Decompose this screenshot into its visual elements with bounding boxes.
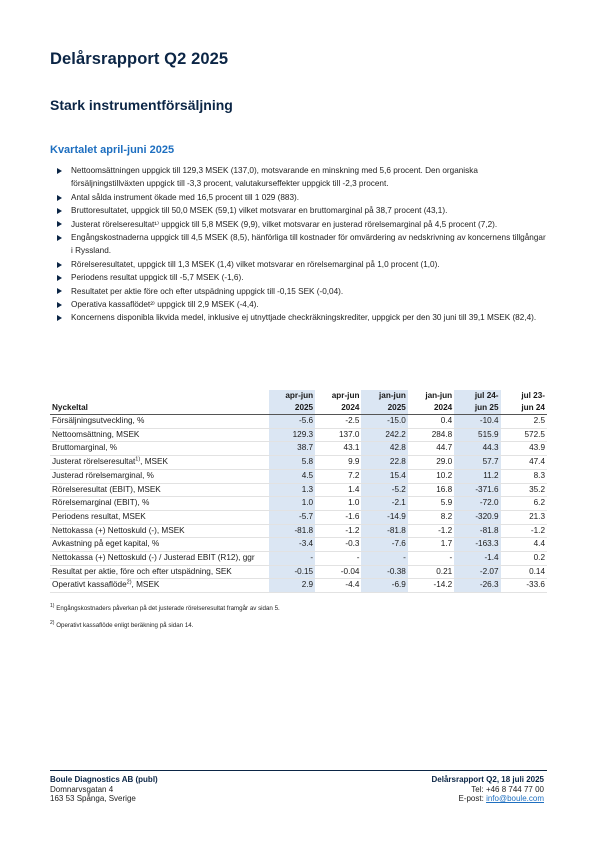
table-cell: - bbox=[361, 552, 407, 566]
table-cell: -1.2 bbox=[501, 524, 547, 538]
table-cell: 43.1 bbox=[315, 442, 361, 456]
table-cell: - bbox=[269, 552, 315, 566]
bullet-item: Engångskostnaderna uppgick till 4,5 MSEK (8,5), hänförliga till kostnader för omvärdering av nedskrivning av koncernens tillgångar i Ryssland. bbox=[57, 231, 547, 258]
table-cell: -1.4 bbox=[454, 552, 500, 566]
table-cell: -163.3 bbox=[454, 538, 500, 552]
row-label: Avkastning på eget kapital, % bbox=[50, 538, 269, 552]
table-cell: 44.3 bbox=[454, 442, 500, 456]
footnotes bbox=[50, 603, 280, 637]
table-row bbox=[50, 579, 547, 593]
bullet-item: Periodens resultat uppgick till -5,7 MSEK (-1,6). bbox=[57, 271, 547, 284]
table-cell: -0.04 bbox=[315, 565, 361, 579]
table-cell: 21.3 bbox=[501, 510, 547, 524]
table-cell: 572.5 bbox=[501, 428, 547, 442]
table-row bbox=[50, 415, 547, 429]
table-cell: -1.2 bbox=[315, 524, 361, 538]
column-header: jan-jun bbox=[361, 390, 407, 402]
table-cell: 6.2 bbox=[501, 497, 547, 511]
table-cell: -2.1 bbox=[361, 497, 407, 511]
bullet-item: Rörelseresultatet, uppgick till 1,3 MSEK (1,4) vilket motsvarar en rörelsemarginal på 1,0 procent (1,0). bbox=[57, 258, 547, 271]
address-line: Domnarvsgatan 4 bbox=[50, 784, 114, 794]
highlights-list bbox=[57, 164, 547, 325]
table-cell: 29.0 bbox=[408, 456, 454, 470]
company-name: Boule Diagnostics AB (publ) bbox=[50, 775, 158, 784]
column-header: apr-jun bbox=[269, 390, 315, 402]
row-label: Justerat rörelseresultat$^{1)}$, MSEK bbox=[50, 456, 269, 470]
section-heading: Kvartalet april-juni 2025 bbox=[50, 144, 175, 156]
column-header: jun 24 bbox=[501, 402, 547, 415]
column-header: 2025 bbox=[361, 402, 407, 415]
table-cell: 8.2 bbox=[408, 510, 454, 524]
table-cell: 5.8 bbox=[269, 456, 315, 470]
table-row bbox=[50, 510, 547, 524]
table-cell: 242.2 bbox=[361, 428, 407, 442]
row-label: Bruttomarginal, % bbox=[50, 442, 269, 456]
column-header: jun 25 bbox=[454, 402, 500, 415]
row-label: Nettokassa (+) Nettoskuld (-) / Justerad EBIT (R12), ggr bbox=[50, 552, 269, 566]
column-header: apr-jun bbox=[331, 391, 360, 400]
table-cell: -14.9 bbox=[361, 510, 407, 524]
footer-report-info bbox=[432, 775, 545, 804]
table-cell: -2.07 bbox=[454, 565, 500, 579]
table-cell: 38.7 bbox=[269, 442, 315, 456]
table-cell: -0.15 bbox=[269, 565, 315, 579]
table-label-header: Nyckeltal bbox=[50, 402, 269, 415]
footnote: $^{2)}$ Operativt kassaflöde enligt beräkning på sidan 14. bbox=[50, 620, 194, 630]
table-cell: 4.4 bbox=[501, 538, 547, 552]
footnote: $^{1)}$ Engångskostnaders påverkan på det justerade rörelseresultat framgår av sidan 5. bbox=[50, 603, 280, 613]
table-cell: 47.4 bbox=[501, 456, 547, 470]
row-label: Försäljningsutveckling, % bbox=[50, 415, 269, 429]
key-figures-table bbox=[50, 390, 547, 593]
table-cell: -5.2 bbox=[361, 483, 407, 497]
bullet-item: Antal sålda instrument ökade med 16,5 procent till 1 029 (883). bbox=[57, 191, 547, 204]
table-cell: 16.8 bbox=[408, 483, 454, 497]
table-body bbox=[50, 415, 547, 593]
table-cell: -5.6 bbox=[269, 415, 315, 429]
table-cell: 57.7 bbox=[454, 456, 500, 470]
table-cell: 43.9 bbox=[501, 442, 547, 456]
table-cell: -7.6 bbox=[361, 538, 407, 552]
table-row bbox=[50, 483, 547, 497]
table-cell: 137.0 bbox=[315, 428, 361, 442]
table-row bbox=[50, 469, 547, 483]
table-cell: 8.3 bbox=[501, 469, 547, 483]
table-cell: 1.4 bbox=[315, 483, 361, 497]
table-row bbox=[50, 456, 547, 470]
table-cell: -10.4 bbox=[454, 415, 500, 429]
table-cell: -0.38 bbox=[361, 565, 407, 579]
table-cell: 1.0 bbox=[315, 497, 361, 511]
table-cell: 515.9 bbox=[454, 428, 500, 442]
table-row bbox=[50, 524, 547, 538]
table-cell: 1.3 bbox=[269, 483, 315, 497]
table-cell: -4.4 bbox=[315, 579, 361, 593]
footer-divider bbox=[50, 770, 547, 771]
row-label: Rörelseresultat (EBIT), MSEK bbox=[50, 483, 269, 497]
email-line: E-post: info@boule.com bbox=[458, 794, 544, 803]
table-cell: -1.6 bbox=[315, 510, 361, 524]
report-date: Delårsrapport Q2, 18 juli 2025 bbox=[431, 775, 544, 784]
row-label: Nettokassa (+) Nettoskuld (-), MSEK bbox=[50, 524, 269, 538]
table-cell: -5.7 bbox=[269, 510, 315, 524]
bullet-item: Resultatet per aktie före och efter utspädning uppgick till -0,15 SEK (-0,04). bbox=[57, 285, 547, 298]
bullet-item: Operativa kassaflödet²⁾ uppgick till 2,9 MSEK (-4,4). bbox=[57, 298, 547, 311]
bullet-item: Koncernens disponibla likvida medel, inklusive ej utnyttjade checkräkningskrediter, uppgick per den 30 juni till 39,1 MSEK (82,4). bbox=[57, 311, 547, 324]
footer-company-info bbox=[50, 775, 158, 804]
table-row bbox=[50, 538, 547, 552]
table-cell: 44.7 bbox=[408, 442, 454, 456]
table-cell: -1.2 bbox=[408, 524, 454, 538]
email-link[interactable]: info@boule.com bbox=[486, 794, 544, 803]
table-cell: 10.2 bbox=[408, 469, 454, 483]
column-header: jul 23- bbox=[521, 391, 545, 400]
table-cell: 0.14 bbox=[501, 565, 547, 579]
row-label: Nettoomsättning, MSEK bbox=[50, 428, 269, 442]
table-cell: 1.7 bbox=[408, 538, 454, 552]
table-cell: -33.6 bbox=[501, 579, 547, 593]
table-cell: -15.0 bbox=[361, 415, 407, 429]
row-label: Periodens resultat, MSEK bbox=[50, 510, 269, 524]
table-cell: 9.9 bbox=[315, 456, 361, 470]
table-cell: -3.4 bbox=[269, 538, 315, 552]
table-cell: -81.8 bbox=[269, 524, 315, 538]
table-cell: -14.2 bbox=[408, 579, 454, 593]
bullet-item: Bruttoresultatet, uppgick till 50,0 MSEK (59,1) vilket motsvarar en bruttomarginal på 38,7 procent (43,1). bbox=[57, 204, 547, 217]
table-cell: 2.9 bbox=[269, 579, 315, 593]
table-row bbox=[50, 428, 547, 442]
bullet-item: Nettoomsättningen uppgick till 129,3 MSEK (137,0), motsvarande en minskning med 5,6 procent. Den organiska försäljningstillväxten uppgick till -3,3 procent, valutakurseffekter uppgick till -2,3 procent. bbox=[57, 164, 547, 191]
column-header: 2025 bbox=[269, 402, 315, 415]
table-cell: 7.2 bbox=[315, 469, 361, 483]
column-header: 2024 bbox=[315, 402, 361, 415]
table-cell: 4.5 bbox=[269, 469, 315, 483]
table-cell: 0.4 bbox=[408, 415, 454, 429]
table-cell: -371.6 bbox=[454, 483, 500, 497]
row-label: Operativt kassaflöde$^{2)}$, MSEK bbox=[50, 579, 269, 593]
table-cell: 2.5 bbox=[501, 415, 547, 429]
table-cell: -81.8 bbox=[454, 524, 500, 538]
table-cell: 35.2 bbox=[501, 483, 547, 497]
table-cell: -26.3 bbox=[454, 579, 500, 593]
table-cell: - bbox=[315, 552, 361, 566]
table-cell: 129.3 bbox=[269, 428, 315, 442]
table-row bbox=[50, 442, 547, 456]
table-cell: -72.0 bbox=[454, 497, 500, 511]
table-cell: 0.21 bbox=[408, 565, 454, 579]
page-subtitle: Stark instrumentförsäljning bbox=[50, 97, 233, 113]
column-header: jan-jun bbox=[425, 391, 453, 400]
row-label: Justerad rörelsemarginal, % bbox=[50, 469, 269, 483]
phone: Tel: +46 8 744 77 00 bbox=[471, 784, 544, 794]
table-cell: 0.2 bbox=[501, 552, 547, 566]
table-cell: -0.3 bbox=[315, 538, 361, 552]
table-cell: 11.2 bbox=[454, 469, 500, 483]
address-line: 163 53 Spånga, Sverige bbox=[50, 794, 136, 803]
table-row bbox=[50, 497, 547, 511]
table-cell: -6.9 bbox=[361, 579, 407, 593]
table-cell: -2.5 bbox=[315, 415, 361, 429]
table-cell: 22.8 bbox=[361, 456, 407, 470]
bullet-item: Justerat rörelseresultat¹⁾ uppgick till 5,8 MSEK (9,9), vilket motsvarar en justerad rörelsemarginal på 4,5 procent (7,2). bbox=[57, 218, 547, 231]
row-label: Rörelsemarginal (EBIT), % bbox=[50, 497, 269, 511]
table-cell: 1.0 bbox=[269, 497, 315, 511]
table-row bbox=[50, 565, 547, 579]
table-cell: 15.4 bbox=[361, 469, 407, 483]
table-cell: -320.9 bbox=[454, 510, 500, 524]
table-cell: 284.8 bbox=[408, 428, 454, 442]
table-cell: - bbox=[408, 552, 454, 566]
page-title: Delårsrapport Q2 2025 bbox=[50, 50, 229, 68]
table-cell: 42.8 bbox=[361, 442, 407, 456]
table-row bbox=[50, 552, 547, 566]
column-header: jul 24- bbox=[454, 390, 500, 402]
column-header: 2024 bbox=[408, 402, 454, 415]
table-cell: 5.9 bbox=[408, 497, 454, 511]
table-cell: -81.8 bbox=[361, 524, 407, 538]
row-label: Resultat per aktie, före och efter utspädning, SEK bbox=[50, 565, 269, 579]
